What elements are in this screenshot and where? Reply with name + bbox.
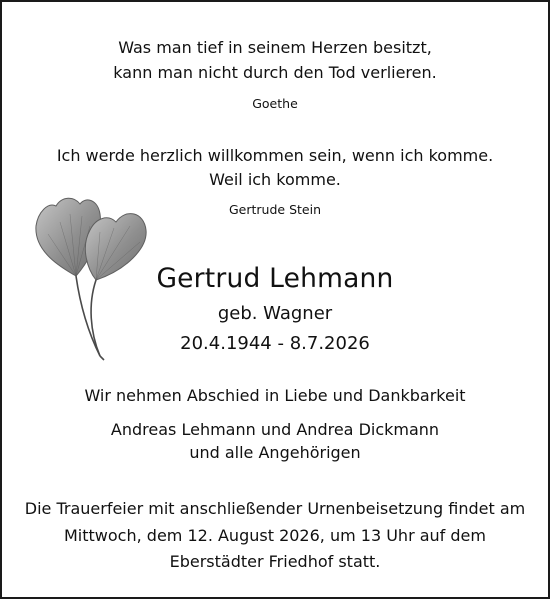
quote-author-2: Gertrude Stein bbox=[229, 202, 321, 217]
life-dates: 20.4.1944 - 8.7.2026 bbox=[180, 333, 370, 354]
ceremony-line-2: Mittwoch, dem 12. August 2026, um 13 Uhr auf dem bbox=[64, 526, 486, 545]
ceremony-line-1: Die Trauerfeier mit anschließender Urnenbeisetzung findet am bbox=[24, 499, 526, 518]
mourners-line-1: Andreas Lehmann und Andrea Dickmann bbox=[110, 420, 440, 439]
mourners-line-2: und alle Angehörigen bbox=[189, 443, 361, 462]
quote-line-3: Ich werde herzlich willkommen sein, wenn ich komme. bbox=[56, 146, 494, 165]
quote-line-4: Weil ich komme. bbox=[209, 170, 341, 189]
deceased-name: Gertrud Lehmann bbox=[156, 263, 394, 294]
birth-name: geb. Wagner bbox=[217, 303, 333, 324]
quote-author: Goethe bbox=[252, 96, 298, 111]
ceremony-line-3: Eberstädter Friedhof statt. bbox=[169, 552, 381, 571]
quote-line-2: kann man nicht durch den Tod verlieren. bbox=[113, 63, 437, 82]
farewell-text: Wir nehmen Abschied in Liebe und Dankbarkeit bbox=[84, 386, 466, 405]
quote-line-1: Was man tief in seinem Herzen besitzt, bbox=[118, 38, 432, 57]
